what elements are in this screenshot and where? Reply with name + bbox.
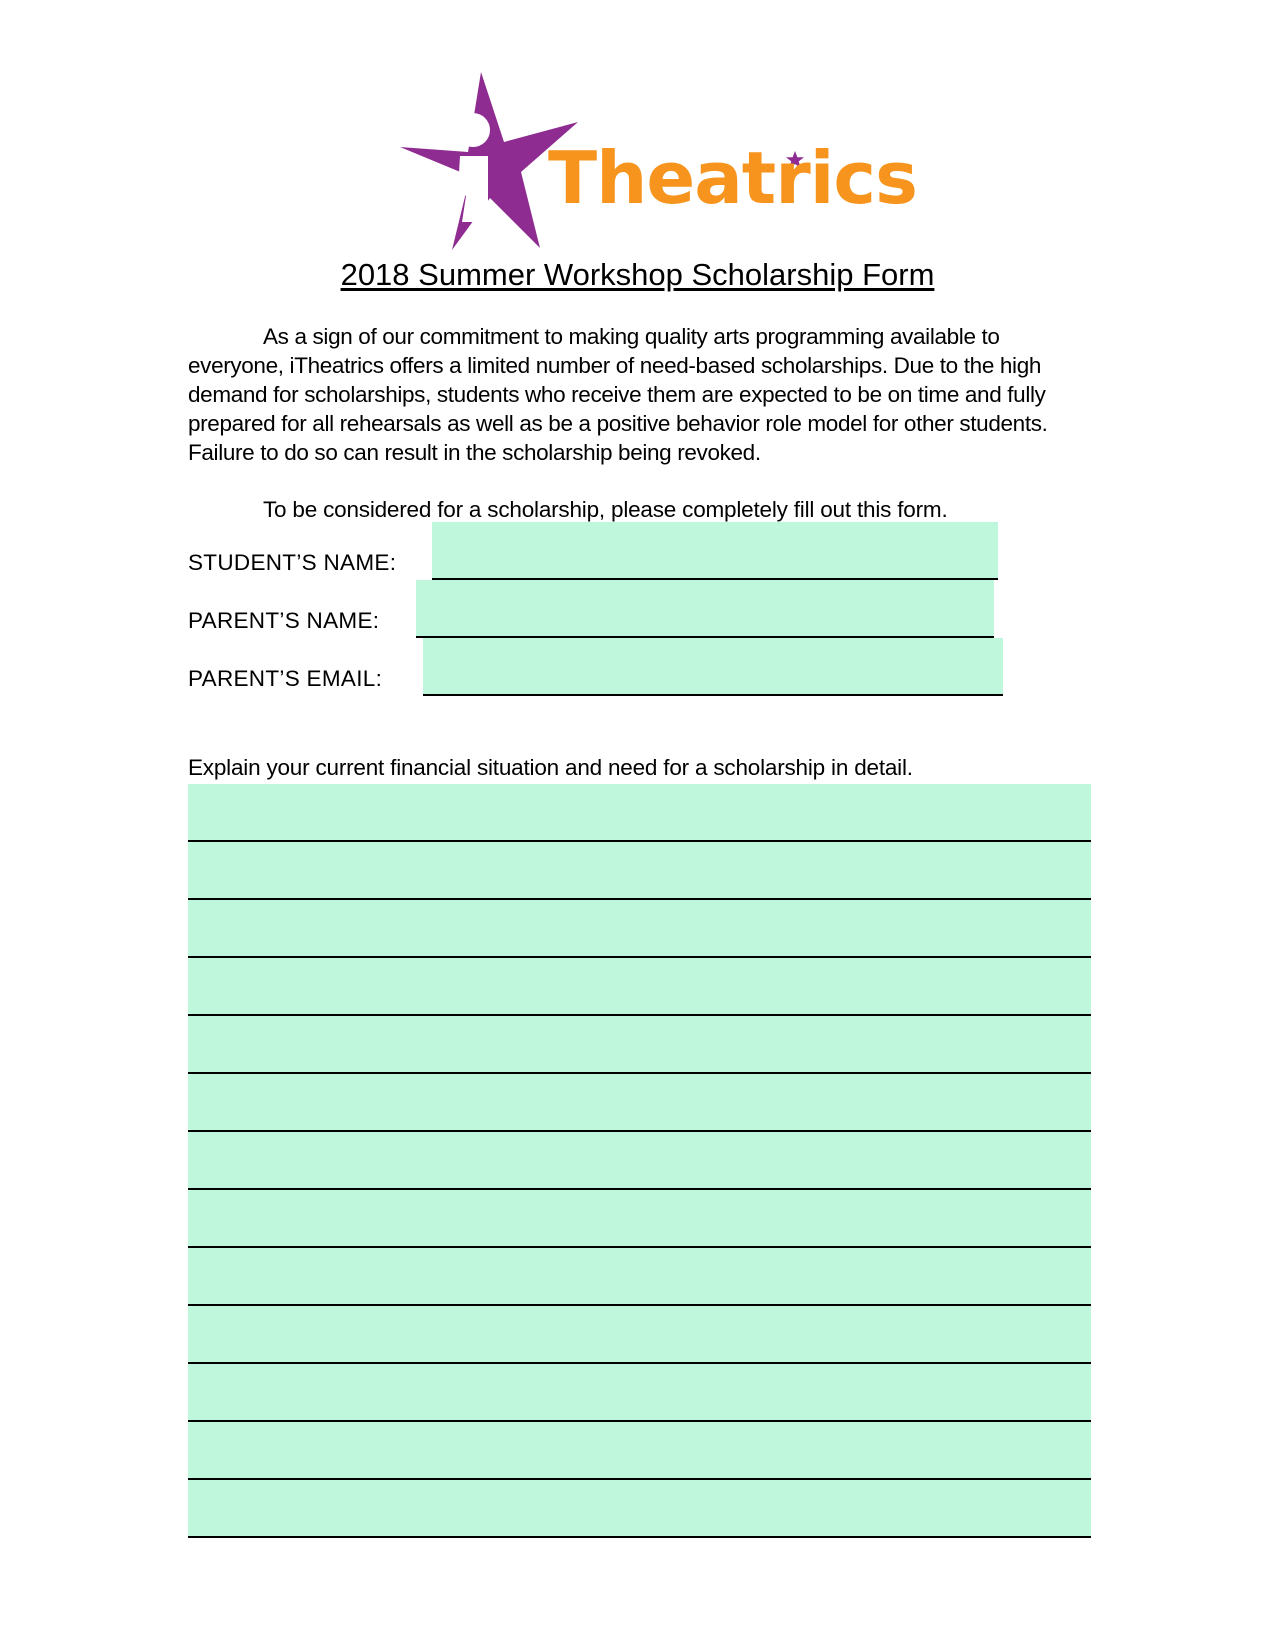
explanation-textarea[interactable]	[188, 784, 1091, 1538]
writing-line[interactable]	[188, 1306, 1091, 1364]
writing-line[interactable]	[188, 842, 1091, 900]
student-name-row	[188, 522, 998, 580]
writing-line[interactable]	[188, 1132, 1091, 1190]
writing-line[interactable]	[188, 958, 1091, 1016]
writing-line[interactable]	[188, 1248, 1091, 1306]
student-name-label: STUDENT’S NAME:	[188, 550, 397, 575]
writing-line[interactable]	[188, 1480, 1091, 1538]
writing-line[interactable]	[188, 784, 1091, 842]
brand-wordmark: Theatrics	[548, 136, 917, 220]
parent-name-field[interactable]	[416, 580, 994, 638]
parent-email-field[interactable]	[423, 638, 1003, 696]
itheatrics-logo	[400, 72, 917, 262]
writing-line[interactable]	[188, 1422, 1091, 1480]
instruction-text: To be considered for a scholarship, please completely fill out this form.	[263, 497, 948, 522]
parent-email-row	[188, 638, 1003, 696]
writing-line[interactable]	[188, 900, 1091, 958]
writing-line[interactable]	[188, 1016, 1091, 1074]
parent-name-row	[188, 580, 994, 638]
writing-line[interactable]	[188, 1190, 1091, 1248]
student-name-field[interactable]	[432, 522, 998, 580]
form-title: 2018 Summer Workshop Scholarship Form	[340, 257, 935, 292]
explain-prompt: Explain your current financial situation and need for a scholarship in detail.	[188, 755, 913, 780]
parent-email-label: PARENT’S EMAIL:	[188, 666, 383, 691]
intro-paragraph: As a sign of our commitment to making quality arts programming available to everyone, iTheatrics offers a limited number of need-based scholarships. Due to the high demand for scholarships, students who receive them are expected to be on time and fully prepared for all rehearsals as well as be a positive behavior role model for other students. Failure to do so can result in the scholarship being revoked.	[188, 324, 1048, 465]
writing-line[interactable]	[188, 1074, 1091, 1132]
writing-line[interactable]	[188, 1364, 1091, 1422]
parent-name-label: PARENT’S NAME:	[188, 608, 380, 633]
